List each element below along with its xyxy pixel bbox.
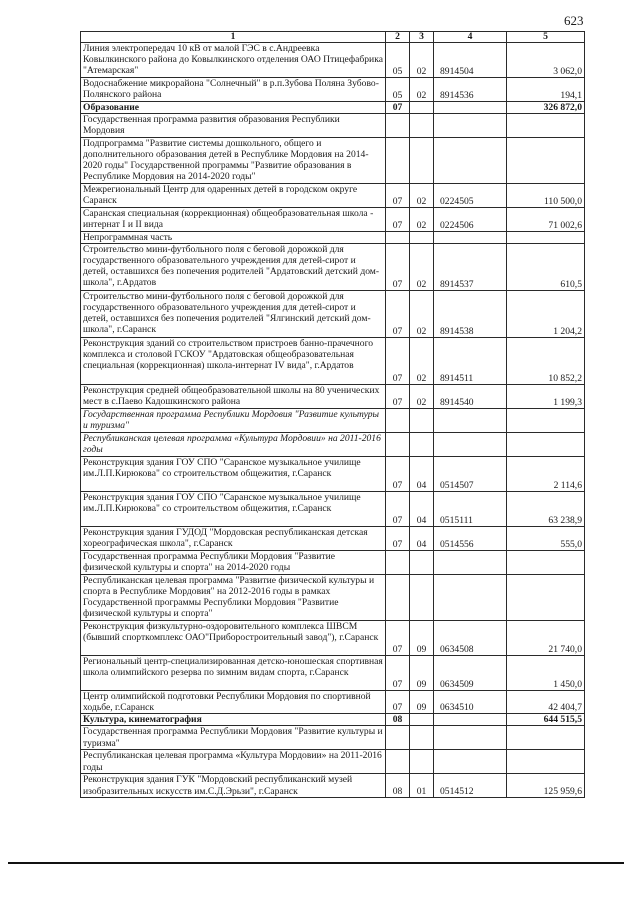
- cell-section: 07: [386, 102, 410, 114]
- cell-name: Реконструкция физкультурно-оздоровительного комплекса ШВСМ (бывший спорткомплекс ОАО"Приборостроительный завод"), г.Саранск: [81, 621, 386, 656]
- table-row: [81, 184, 585, 208]
- cell-section: [386, 750, 410, 774]
- cell-subsection: 01: [410, 774, 434, 798]
- cell-name: Реконструкция здания ГУДОД "Мордовская республиканская детская хореографическая школа", г.Саранск: [81, 527, 386, 551]
- cell-subsection: 04: [410, 527, 434, 551]
- cell-name: Межрегиональный Центр для одаренных детей в городском округе Саранск: [81, 184, 386, 208]
- header-cell-sum: 5: [507, 32, 585, 43]
- cell-target-article: [434, 114, 507, 138]
- cell-subsection: 02: [410, 184, 434, 208]
- cell-target-article: 8914536: [434, 78, 507, 102]
- cell-name: Реконструкция средней общеобразовательной школы на 80 ученических мест в с.Паево Кадошкинского района: [81, 385, 386, 409]
- cell-section: [386, 409, 410, 433]
- table-row: [81, 244, 585, 291]
- header-cell-subsection: 3: [410, 32, 434, 43]
- cell-name: Непрограммная часть: [81, 232, 386, 244]
- cell-target-article: [434, 138, 507, 184]
- cell-target-article: [434, 102, 507, 114]
- cell-section: [386, 551, 410, 575]
- cell-name: Республиканская целевая программа «Культура Мордовии» на 2011-2016 годы: [81, 750, 386, 774]
- cell-target-article: [434, 575, 507, 621]
- cell-target-article: [434, 232, 507, 244]
- cell-subsection: [410, 551, 434, 575]
- cell-section: 07: [386, 184, 410, 208]
- cell-section: 07: [386, 208, 410, 232]
- cell-name: Государственная программа Республики Мордовия "Развитие культуры и туризма": [81, 726, 386, 750]
- cell-target-article: 0514512: [434, 774, 507, 798]
- cell-subsection: 04: [410, 457, 434, 492]
- table-row: [81, 551, 585, 575]
- table-row: [81, 492, 585, 527]
- cell-sum: 644 515,5: [507, 714, 585, 726]
- cell-subsection: 02: [410, 291, 434, 338]
- cell-section: [386, 726, 410, 750]
- cell-subsection: 09: [410, 656, 434, 691]
- cell-sum: [507, 232, 585, 244]
- table-row: [81, 714, 585, 726]
- cell-section: 08: [386, 714, 410, 726]
- cell-subsection: [410, 726, 434, 750]
- cell-subsection: 09: [410, 691, 434, 714]
- table-row: [81, 691, 585, 714]
- cell-name: Государственная программа Республики Мордовия "Развитие культуры и туризма": [81, 409, 386, 433]
- header-cell-section: 2: [386, 32, 410, 43]
- table-row: [81, 774, 585, 798]
- cell-target-article: [434, 409, 507, 433]
- cell-sum: [507, 575, 585, 621]
- table-row: [81, 138, 585, 184]
- cell-target-article: 0634509: [434, 656, 507, 691]
- cell-name: Республиканская целевая программа «Культура Мордовии» на 2011-2016 годы: [81, 433, 386, 457]
- cell-target-article: 8914538: [434, 291, 507, 338]
- cell-name: Строительство мини-футбольного поля с беговой дорожкой для государственного образовательного учреждения для детей-сирот и детей, оставшихся без попечения родителей "Ардатовский детский дом-школа", г.Ардатов: [81, 244, 386, 291]
- cell-section: [386, 433, 410, 457]
- cell-section: 05: [386, 43, 410, 78]
- cell-target-article: [434, 714, 507, 726]
- cell-subsection: 02: [410, 338, 434, 385]
- cell-section: 05: [386, 78, 410, 102]
- cell-sum: [507, 433, 585, 457]
- cell-subsection: 02: [410, 43, 434, 78]
- cell-sum: 63 238,9: [507, 492, 585, 527]
- cell-name: Государственная программа развития образования Республики Мордовия: [81, 114, 386, 138]
- table-row: [81, 575, 585, 621]
- cell-section: [386, 114, 410, 138]
- cell-subsection: [410, 102, 434, 114]
- cell-target-article: 8914540: [434, 385, 507, 409]
- cell-target-article: 0634508: [434, 621, 507, 656]
- cell-subsection: [410, 750, 434, 774]
- cell-sum: 21 740,0: [507, 621, 585, 656]
- cell-target-article: 8914511: [434, 338, 507, 385]
- cell-sum: 110 500,0: [507, 184, 585, 208]
- cell-subsection: 02: [410, 385, 434, 409]
- cell-sum: [507, 750, 585, 774]
- cell-target-article: 8914537: [434, 244, 507, 291]
- table-row: [81, 208, 585, 232]
- cell-target-article: 0515111: [434, 492, 507, 527]
- cell-target-article: 0224506: [434, 208, 507, 232]
- cell-sum: 10 852,2: [507, 338, 585, 385]
- cell-name: Водоснабжение микрорайона "Солнечный" в р.п.Зубова Поляна Зубово-Полянского района: [81, 78, 386, 102]
- cell-subsection: [410, 114, 434, 138]
- cell-target-article: 0224505: [434, 184, 507, 208]
- table-row: [81, 291, 585, 338]
- cell-section: 07: [386, 492, 410, 527]
- cell-name: Образование: [81, 102, 386, 114]
- cell-section: 07: [386, 338, 410, 385]
- cell-section: 08: [386, 774, 410, 798]
- cell-subsection: 09: [410, 621, 434, 656]
- table-row: [81, 385, 585, 409]
- cell-target-article: 0514556: [434, 527, 507, 551]
- cell-section: [386, 575, 410, 621]
- cell-name: Реконструкция здания ГОУ СПО "Саранское музыкальное училище им.Л.П.Кирюкова" со строительством общежития, г.Саранск: [81, 457, 386, 492]
- cell-name: Государственная программа Республики Мордовия "Развитие физической культуры и спорта" на 2014-2020 годы: [81, 551, 386, 575]
- cell-sum: [507, 138, 585, 184]
- cell-name: Реконструкция зданий со строительством пристроев банно-прачечного комплекса и столовой ГСКОУ "Ардатовская общеобразовательная специальная (коррекционная) школа-интернат IV вида", г.Ардатов: [81, 338, 386, 385]
- table-row: [81, 621, 585, 656]
- cell-target-article: [434, 433, 507, 457]
- cell-subsection: 02: [410, 208, 434, 232]
- cell-section: [386, 232, 410, 244]
- cell-sum: 326 872,0: [507, 102, 585, 114]
- cell-subsection: [410, 433, 434, 457]
- cell-subsection: [410, 409, 434, 433]
- cell-sum: [507, 726, 585, 750]
- cell-name: Республиканская целевая программа "Развитие физической культуры и спорта в Республике Мордовия" на 2012-2016 годы в рамках Государственной программы Республики Мордовия "Развитие физической культуры и спорта": [81, 575, 386, 621]
- cell-sum: 2 114,6: [507, 457, 585, 492]
- table-row: [81, 656, 585, 691]
- cell-section: 07: [386, 457, 410, 492]
- cell-target-article: [434, 726, 507, 750]
- table-row: [81, 338, 585, 385]
- cell-sum: 3 062,0: [507, 43, 585, 78]
- cell-section: [386, 138, 410, 184]
- cell-section: 07: [386, 385, 410, 409]
- cell-sum: 1 199,3: [507, 385, 585, 409]
- cell-section: 07: [386, 527, 410, 551]
- cell-sum: [507, 551, 585, 575]
- budget-table: [80, 31, 585, 798]
- cell-subsection: 04: [410, 492, 434, 527]
- cell-name: Подпрограмма "Развитие системы дошкольного, общего и дополнительного образования детей в Республике Мордовия на 2014-2020 годы" Государственной программы "Развитие образования в Республике Мордовия на 2014-2020 годы": [81, 138, 386, 184]
- cell-target-article: 0514507: [434, 457, 507, 492]
- table-row: [81, 78, 585, 102]
- cell-section: 07: [386, 656, 410, 691]
- cell-target-article: 8914504: [434, 43, 507, 78]
- cell-sum: 1 204,2: [507, 291, 585, 338]
- cell-sum: 610,5: [507, 244, 585, 291]
- cell-name: Реконструкция здания ГОУ СПО "Саранское музыкальное училище им.Л.П.Кирюкова" со строительством общежития, г.Саранск: [81, 492, 386, 527]
- table-row: [81, 232, 585, 244]
- table-row: [81, 102, 585, 114]
- cell-section: 07: [386, 291, 410, 338]
- table-row: [81, 433, 585, 457]
- table-row: [81, 527, 585, 551]
- table-row: [81, 457, 585, 492]
- page-number: 623: [564, 13, 584, 28]
- table-header-row: [81, 32, 585, 43]
- table-row: [81, 409, 585, 433]
- cell-section: 07: [386, 244, 410, 291]
- cell-sum: 71 002,6: [507, 208, 585, 232]
- header-cell-target-article: 4: [434, 32, 507, 43]
- table-row: [81, 750, 585, 774]
- cell-name: Саранская специальная (коррекционная) общеобразовательная школа - интернат I и II вида: [81, 208, 386, 232]
- cell-section: 07: [386, 621, 410, 656]
- bottom-rule: [8, 862, 624, 864]
- cell-sum: 555,0: [507, 527, 585, 551]
- table-row: [81, 114, 585, 138]
- cell-name: Строительство мини-футбольного поля с беговой дорожкой для государственного образовательного учреждения для детей-сирот и детей, оставшихся без попечения родителей "Ялгинский детский дом-школа", г.Саранск: [81, 291, 386, 338]
- cell-name: Реконструкция здания ГУК "Мордовский республиканский музей изобразительных искусств им.С.Д.Эрьзи", г.Саранск: [81, 774, 386, 798]
- cell-sum: [507, 114, 585, 138]
- cell-sum: [507, 409, 585, 433]
- cell-name: Линия электропередач 10 кВ от малой ГЭС в с.Андреевка Ковылкинского района до Ковылкинского отделения ОАО Птицефабрика "Атемарская": [81, 43, 386, 78]
- table-row: [81, 726, 585, 750]
- cell-sum: 194,1: [507, 78, 585, 102]
- cell-section: 07: [386, 691, 410, 714]
- cell-sum: 42 404,7: [507, 691, 585, 714]
- cell-subsection: [410, 575, 434, 621]
- cell-subsection: 02: [410, 244, 434, 291]
- table-row: [81, 43, 585, 78]
- header-cell-name: 1: [81, 32, 386, 43]
- cell-target-article: [434, 750, 507, 774]
- cell-name: Региональный центр-специализированная детско-юношеская спортивная школа олимпийского резерва по зимним видам спорта, г.Саранск: [81, 656, 386, 691]
- cell-subsection: [410, 138, 434, 184]
- cell-sum: 1 450,0: [507, 656, 585, 691]
- cell-name: Центр олимпийской подготовки Республики Мордовия по спортивной ходьбе, г.Саранск: [81, 691, 386, 714]
- cell-sum: 125 959,6: [507, 774, 585, 798]
- cell-name: Культура, кинематография: [81, 714, 386, 726]
- cell-target-article: [434, 551, 507, 575]
- cell-target-article: 0634510: [434, 691, 507, 714]
- cell-subsection: [410, 232, 434, 244]
- cell-subsection: [410, 714, 434, 726]
- cell-subsection: 02: [410, 78, 434, 102]
